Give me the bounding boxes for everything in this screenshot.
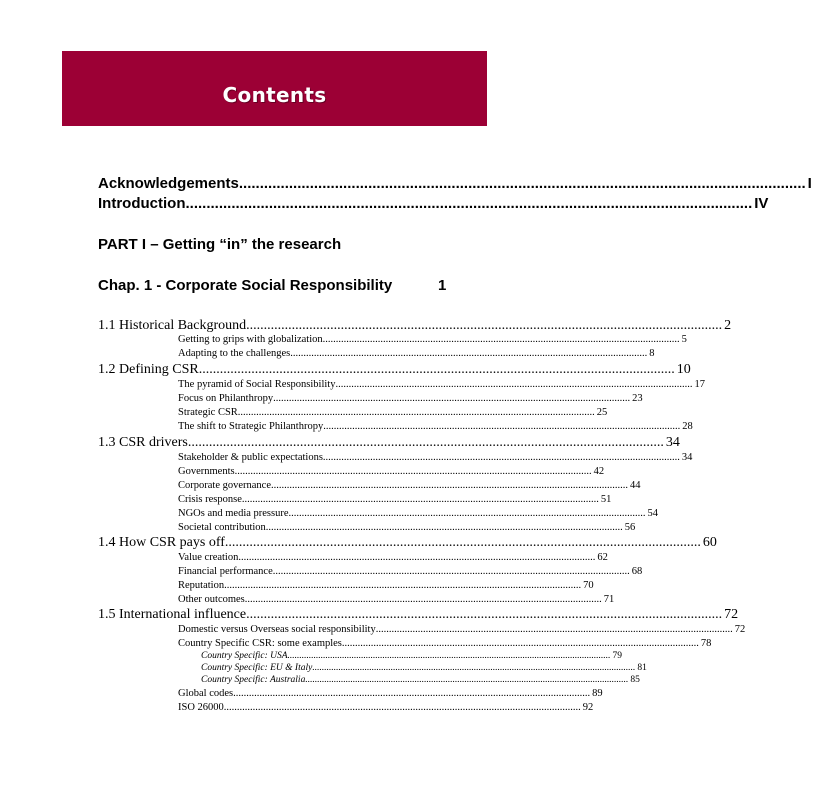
entry-label: Societal contribution xyxy=(178,522,266,533)
entry-label: Adapting to the challenges xyxy=(178,348,291,359)
entry-label: Financial performance xyxy=(178,566,273,577)
page-number: 60 xyxy=(702,535,717,550)
dot-leader: ........................................................................................................................................ xyxy=(265,522,623,533)
toc-entry-1-3[interactable] xyxy=(98,435,680,451)
dot-leader: ........................................................................................................................................ xyxy=(224,535,701,550)
page-number: 23 xyxy=(632,393,643,404)
dot-leader: ........................................................................................................................................ xyxy=(187,435,664,450)
entry-label: Country Specific: USA xyxy=(201,651,288,661)
entry-label: Country Specific: EU & Italy xyxy=(201,663,313,673)
dot-leader: ........................................................................................................................................ xyxy=(241,494,599,505)
dot-leader: ........................................................................................................................................ xyxy=(288,508,646,519)
entry-label: 1.1 Historical Background xyxy=(98,318,247,333)
toc-entry-sub[interactable] xyxy=(178,508,659,519)
page-number: 72 xyxy=(734,624,746,635)
entry-label: Other outcomes xyxy=(178,594,245,605)
page-number: 62 xyxy=(597,552,608,563)
entry-label: 1.4 How CSR pays off xyxy=(98,535,225,550)
entry-label: ISO 26000 xyxy=(178,702,224,713)
toc-entry-sub[interactable] xyxy=(178,379,705,390)
dot-leader: ........................................................................................................................................ xyxy=(238,175,806,192)
dot-leader: ........................................................................................................................................ xyxy=(312,663,636,673)
dot-leader: ........................................................................................................................................ xyxy=(185,195,753,212)
dot-leader: ........................................................................................................................................ xyxy=(224,580,582,591)
dot-leader: ........................................................................................................................................ xyxy=(272,566,630,577)
entry-label: The pyramid of Social Responsibility xyxy=(178,379,336,390)
entry-label: Getting to grips with globalization xyxy=(178,334,323,345)
toc-entry-1-5[interactable] xyxy=(98,607,739,623)
page-number: 44 xyxy=(630,480,641,491)
toc-entry-sub[interactable] xyxy=(178,688,603,699)
entry-label: Focus on Philanthropy xyxy=(178,393,274,404)
toc-entry-sub[interactable] xyxy=(178,334,687,345)
toc-entry-sub[interactable] xyxy=(178,638,712,649)
toc-entry-sub[interactable] xyxy=(178,348,655,359)
page-number: 8 xyxy=(649,348,655,359)
page-title: Contents xyxy=(222,82,327,107)
page-number: 71 xyxy=(603,594,615,605)
entry-label: 1.5 International influence xyxy=(98,607,247,622)
dot-leader: ........................................................................................................................................ xyxy=(287,651,611,661)
toc-entry-sub[interactable] xyxy=(178,580,594,591)
entry-label: Acknowledgements xyxy=(98,175,239,192)
page-number: 72 xyxy=(724,607,739,622)
entry-label: Global codes xyxy=(178,688,234,699)
toc-entry-sub[interactable] xyxy=(178,522,636,533)
toc-entry-sub[interactable] xyxy=(178,421,693,432)
entry-label: Value creation xyxy=(178,552,239,563)
entry-label: Stakeholder & public expectations xyxy=(178,452,323,463)
toc-entry-subsub[interactable] xyxy=(201,663,647,673)
dot-leader: ........................................................................................................................................ xyxy=(246,607,723,622)
page-number: 42 xyxy=(593,466,605,477)
page-number: 56 xyxy=(624,522,636,533)
toc-entry-sub[interactable] xyxy=(178,480,641,491)
toc-entry-sub[interactable] xyxy=(178,702,594,713)
page-number: 81 xyxy=(637,663,647,673)
dot-leader: ........................................................................................................................................ xyxy=(198,362,675,377)
dot-leader: ........................................................................................................................................ xyxy=(322,452,680,463)
toc-entry-introduction[interactable] xyxy=(98,195,769,212)
entry-label: Governments xyxy=(178,466,235,477)
toc-entry-subsub[interactable] xyxy=(201,675,640,685)
entry-label: The shift to Strategic Philanthropy xyxy=(178,421,324,432)
entry-label: Introduction xyxy=(98,195,186,212)
entry-label: 1.2 Defining CSR xyxy=(98,362,199,377)
dot-leader: ........................................................................................................................................ xyxy=(305,675,629,685)
entry-label: Country Specific: Australia xyxy=(201,675,306,685)
page-number: 79 xyxy=(612,651,623,661)
page-number: 51 xyxy=(600,494,612,505)
page-number: 78 xyxy=(700,638,712,649)
dot-leader: ........................................................................................................................................ xyxy=(246,318,723,333)
toc-entry-acknowledgements[interactable] xyxy=(98,175,812,192)
dot-leader: ........................................................................................................................................ xyxy=(290,348,648,359)
page-number: 1 xyxy=(438,277,447,294)
toc-entry-1-2[interactable] xyxy=(98,362,691,378)
toc-entry-sub[interactable] xyxy=(178,566,643,577)
entry-label: 1.3 CSR drivers xyxy=(98,435,188,450)
toc-entry-1-1[interactable] xyxy=(98,318,732,334)
page-number: 68 xyxy=(631,566,643,577)
entry-label: Corporate governance xyxy=(178,480,271,491)
toc-entry-sub[interactable] xyxy=(178,407,608,418)
toc-entry-chapter-1[interactable] xyxy=(98,277,458,294)
dot-leader: ........................................................................................................................................ xyxy=(323,421,681,432)
dot-leader: ........................................................................................................................................ xyxy=(237,407,595,418)
entry-label: Reputation xyxy=(178,580,225,591)
page-number: 28 xyxy=(682,421,693,432)
entry-label: Chap. 1 - Corporate Social Responsibility xyxy=(98,277,393,294)
page-number: 34 xyxy=(665,435,680,450)
page-number: I xyxy=(807,175,812,192)
page-number: 17 xyxy=(694,379,705,390)
page-number: 85 xyxy=(630,675,640,685)
page-number: 10 xyxy=(676,362,691,377)
dot-leader: ........................................................................................................................................ xyxy=(271,480,628,491)
entry-label: NGOs and media pressure xyxy=(178,508,289,519)
entry-label: Country Specific CSR: some examples xyxy=(178,638,342,649)
toc-entry-sub[interactable] xyxy=(178,494,612,505)
dot-leader: ........................................................................................................................................ xyxy=(223,702,581,713)
dot-leader: ........................................................................................................................................ xyxy=(234,466,592,477)
dot-leader: ........................................................................................................................................ xyxy=(233,688,591,699)
page-number: 2 xyxy=(724,318,732,333)
toc-entry-sub[interactable] xyxy=(178,594,615,605)
toc-entry-sub[interactable] xyxy=(178,393,643,404)
page-number: 25 xyxy=(596,407,608,418)
toc-entry-1-4[interactable] xyxy=(98,535,717,551)
toc-entry-sub[interactable] xyxy=(178,552,608,563)
dot-leader: ........................................................................................................................................ xyxy=(322,334,680,345)
page-number: IV xyxy=(754,195,769,212)
toc-entry-sub[interactable] xyxy=(178,452,693,463)
dot-leader: ........................................................................................................................................ xyxy=(244,594,602,605)
page-number: 70 xyxy=(583,580,594,591)
page-number: 92 xyxy=(582,702,594,713)
entry-label: Domestic versus Overseas social responsibility xyxy=(178,624,376,635)
page-number: 5 xyxy=(681,334,687,345)
page-number: 54 xyxy=(647,508,659,519)
contents-banner xyxy=(62,51,487,126)
toc-entry-sub[interactable] xyxy=(178,466,605,477)
dot-leader: ........................................................................................................................................ xyxy=(273,393,631,404)
dot-leader: ........................................................................................................................................ xyxy=(335,379,693,390)
page-number: 34 xyxy=(681,452,693,463)
entry-label: Crisis response xyxy=(178,494,242,505)
dot-leader: ........................................................................................................................................ xyxy=(375,624,733,635)
entry-label: Strategic CSR xyxy=(178,407,238,418)
part-heading: PART I – Getting “in” the research xyxy=(98,236,342,253)
dot-leader: ........................................................................................................................................ xyxy=(341,638,699,649)
toc-entry-sub[interactable] xyxy=(178,624,746,635)
toc-entry-subsub[interactable] xyxy=(201,651,623,661)
dot-leader: ........................................................................................................................................ xyxy=(238,552,596,563)
page-number: 89 xyxy=(592,688,603,699)
